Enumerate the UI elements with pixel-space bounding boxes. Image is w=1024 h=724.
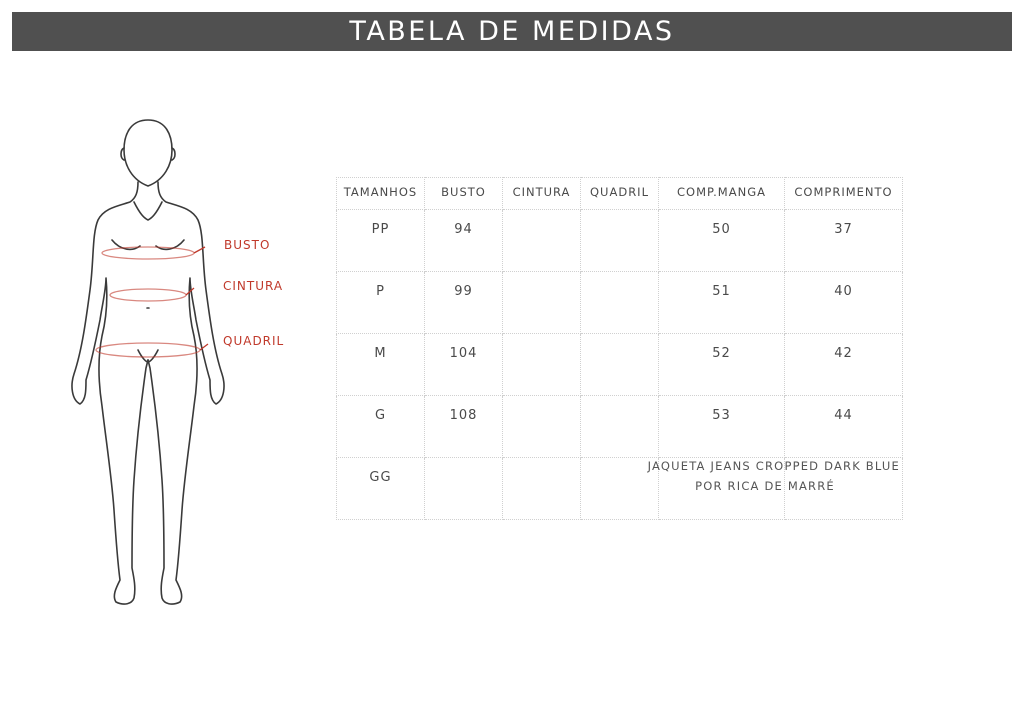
cell-comprimento: 40: [785, 272, 903, 334]
table-header-row: [337, 178, 903, 210]
cell-busto: 94: [425, 210, 503, 272]
cell-comp-manga: 52: [659, 334, 785, 396]
cell-cintura: [503, 334, 581, 396]
header-cintura: CINTURA: [503, 178, 581, 210]
header-quadril: QUADRIL: [581, 178, 659, 210]
header-busto: BUSTO: [425, 178, 503, 210]
cell-busto: 99: [425, 272, 503, 334]
cell-size: P: [337, 272, 425, 334]
cell-size: PP: [337, 210, 425, 272]
table-row: [337, 210, 903, 272]
body-figure: [60, 110, 300, 610]
header-comprimento: COMPRIMENTO: [785, 178, 903, 210]
cell-comp-manga: 53: [659, 396, 785, 458]
cell-quadril: [581, 210, 659, 272]
table-row: [337, 272, 903, 334]
cell-size: M: [337, 334, 425, 396]
header-comp-manga: COMP.MANGA: [659, 178, 785, 210]
table-row: [337, 334, 903, 396]
page-header: [12, 12, 1012, 51]
cell-busto: [425, 458, 503, 520]
cell-comp-manga: 51: [659, 272, 785, 334]
header-tamanhos: TAMANHOS: [337, 178, 425, 210]
cell-quadril: [581, 396, 659, 458]
quadril-label: QUADRIL: [223, 334, 285, 348]
busto-label: BUSTO: [224, 238, 271, 252]
product-credit: [600, 456, 900, 496]
cell-size: G: [337, 396, 425, 458]
cell-cintura: [503, 396, 581, 458]
cell-comprimento: 42: [785, 334, 903, 396]
cell-cintura: [503, 272, 581, 334]
table-row: [337, 396, 903, 458]
cell-busto: 104: [425, 334, 503, 396]
cell-quadril: [581, 334, 659, 396]
cell-quadril: [581, 272, 659, 334]
cell-busto: 108: [425, 396, 503, 458]
cell-cintura: [503, 210, 581, 272]
page-title: TABELA DE MEDIDAS: [349, 16, 675, 47]
cell-comprimento: 44: [785, 396, 903, 458]
body-outline-icon: [60, 110, 300, 610]
cintura-label: CINTURA: [223, 279, 284, 293]
cell-size: GG: [337, 458, 425, 520]
cell-comprimento: 37: [785, 210, 903, 272]
cell-comp-manga: 50: [659, 210, 785, 272]
credit-line-2: POR RICA DE MARRÉ: [695, 479, 835, 493]
credit-line-1: JAQUETA JEANS CROPPED DARK BLUE: [647, 459, 900, 473]
cell-cintura: [503, 458, 581, 520]
